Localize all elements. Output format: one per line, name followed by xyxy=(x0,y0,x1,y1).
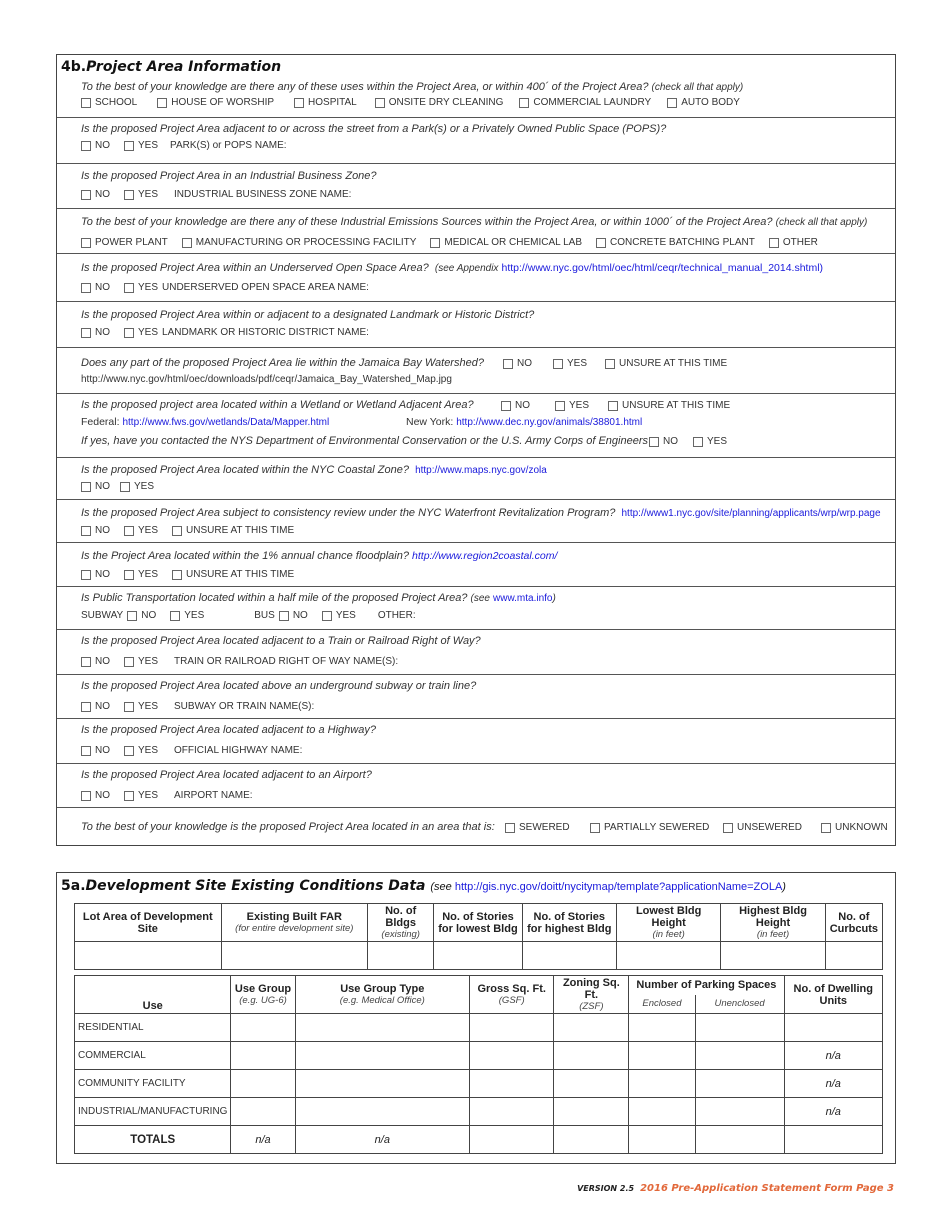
checkbox[interactable] xyxy=(81,238,91,248)
header-stories-highest: No. of Stories for highest Bldg xyxy=(522,904,616,942)
checkbox[interactable] xyxy=(81,657,91,667)
option-manufacturing[interactable]: MANUFACTURING OR PROCESSING FACILITY xyxy=(182,237,417,248)
row-coastal xyxy=(57,457,895,492)
option-dry-cleaning[interactable]: ONSITE DRY CLEANING xyxy=(375,97,504,108)
industrial-no[interactable]: NO xyxy=(81,189,110,200)
bus-yes[interactable]: YES xyxy=(322,610,356,621)
checkbox[interactable] xyxy=(81,328,91,338)
bus-no[interactable]: NO xyxy=(279,610,308,621)
jamaica-link[interactable]: http://www.nyc.gov/html/oec/downloads/pdf/ceqr/Jamaica_Bay_Watershed_Map.jpg xyxy=(81,374,452,385)
checkbox[interactable] xyxy=(375,98,385,108)
header-highest-height: Highest Bldg Height (in feet) xyxy=(721,904,825,942)
checkbox[interactable] xyxy=(590,823,600,833)
cell[interactable] xyxy=(554,1042,629,1070)
cell[interactable] xyxy=(554,1098,629,1126)
option-medical-lab[interactable]: MEDICAL OR CHEMICAL LAB xyxy=(430,237,582,248)
cell[interactable] xyxy=(695,1014,784,1042)
option-power-plant[interactable]: POWER PLANT xyxy=(81,237,168,248)
checkbox[interactable] xyxy=(769,238,779,248)
stories-highest-input[interactable] xyxy=(522,942,616,970)
checkbox[interactable] xyxy=(555,401,565,411)
cell[interactable] xyxy=(469,1126,553,1154)
section-number: 4b. xyxy=(61,59,87,75)
subway-question: Is the proposed Project Area located above an underground subway or train line? xyxy=(81,680,477,692)
floodplain-question: Is the Project Area located within the 1% annual chance floodplain? http://www.region2coastal.com/ xyxy=(81,550,558,562)
train-yes[interactable]: YES xyxy=(124,656,158,667)
row-industrial xyxy=(57,163,895,200)
airport-yes[interactable]: YES xyxy=(124,790,158,801)
checkbox[interactable] xyxy=(124,702,134,712)
cell[interactable] xyxy=(629,1070,695,1098)
floodplain-yes[interactable]: YES xyxy=(124,569,158,580)
sewer-partially[interactable]: PARTIALLY SEWERED xyxy=(590,822,709,833)
cell[interactable] xyxy=(554,1126,629,1154)
table-row xyxy=(75,1014,883,1042)
header-zsf: Zoning Sq. Ft. (ZSF) xyxy=(554,976,629,1014)
option-concrete[interactable]: CONCRETE BATCHING PLANT xyxy=(596,237,755,248)
landmark-yes[interactable]: YES xyxy=(124,327,158,338)
checkbox[interactable] xyxy=(81,141,91,151)
totals-row xyxy=(75,1126,883,1154)
landmark-name-label: LANDMARK OR HISTORIC DISTRICT NAME: xyxy=(162,327,369,338)
cell[interactable] xyxy=(231,1014,295,1042)
airport-name-label: AIRPORT NAME: xyxy=(174,790,253,801)
checkbox[interactable] xyxy=(279,611,289,621)
checkbox[interactable] xyxy=(81,98,91,108)
checkbox[interactable] xyxy=(821,823,831,833)
table-row xyxy=(75,1098,883,1126)
checkbox[interactable] xyxy=(172,570,182,580)
checkbox[interactable] xyxy=(605,359,615,369)
checkbox[interactable] xyxy=(124,791,134,801)
row-waterfront xyxy=(57,499,895,536)
section-4b xyxy=(56,54,896,846)
header-use: Use xyxy=(75,976,231,1014)
park-yes[interactable]: YES xyxy=(124,140,158,151)
header-enclosed: Enclosed xyxy=(629,995,695,1014)
jamaica-no[interactable]: NO xyxy=(503,358,532,369)
mta-link[interactable]: www.mta.info xyxy=(493,593,553,604)
train-question: Is the proposed Project Area located adjacent to a Train or Railroad Right of Way? xyxy=(81,635,481,647)
header-unenclosed: Unenclosed xyxy=(695,995,784,1014)
use-label: RESIDENTIAL xyxy=(75,1014,231,1042)
checkbox[interactable] xyxy=(505,823,515,833)
page-label: 2016 Pre-Application Statement Form Page 3 xyxy=(640,1183,894,1194)
floodplain-link[interactable]: http://www.region2coastal.com/ xyxy=(412,550,558,562)
waterfront-link[interactable]: http://www1.nyc.gov/site/planning/applicants/wrp/wrp.page xyxy=(621,508,881,519)
cell[interactable] xyxy=(629,1042,695,1070)
highway-question: Is the proposed Project Area located adjacent to a Highway? xyxy=(81,724,376,736)
ny-link[interactable]: http://www.dec.ny.gov/animals/38801.html xyxy=(456,417,643,428)
dwelling-cell: n/a xyxy=(784,1098,882,1126)
checkbox[interactable] xyxy=(667,98,677,108)
cell[interactable] xyxy=(695,1126,784,1154)
built-far-input[interactable] xyxy=(221,942,368,970)
openspace-yes[interactable]: YES xyxy=(124,282,158,293)
checkbox[interactable] xyxy=(693,437,703,447)
highway-yes[interactable]: YES xyxy=(124,745,158,756)
coastal-yes[interactable]: YES xyxy=(120,481,154,492)
checkbox[interactable] xyxy=(124,190,134,200)
cell[interactable] xyxy=(295,1014,469,1042)
option-commercial-laundry[interactable]: COMMERCIAL LAUNDRY xyxy=(519,97,651,108)
totals-use-group-type: n/a xyxy=(295,1126,469,1154)
lot-area-input[interactable] xyxy=(75,942,222,970)
sewer-question: To the best of your knowledge is the proposed Project Area located in an area that is: xyxy=(81,821,495,833)
header-gsf: Gross Sq. Ft. (GSF) xyxy=(469,976,553,1014)
subwayline-name-label: SUBWAY OR TRAIN NAME(S): xyxy=(174,701,315,712)
dwelling-cell[interactable] xyxy=(784,1014,882,1042)
lowest-height-input[interactable] xyxy=(616,942,720,970)
table-row xyxy=(75,1070,883,1098)
row-transit xyxy=(57,586,895,621)
uses-question: To the best of your knowledge are there any of these uses within the Project Area, or within 400´ of the Project Area? (check all that apply) xyxy=(81,81,744,93)
row-airport xyxy=(57,763,895,801)
page-footer xyxy=(577,1183,894,1194)
wetland-contact-question: If yes, have you contacted the NYS Department of Environmental Conservation or the U.S. Army Corps of Engineers xyxy=(81,435,648,447)
row-train xyxy=(57,629,895,667)
openspace-no[interactable]: NO xyxy=(81,282,110,293)
cell[interactable] xyxy=(469,1098,553,1126)
highway-name-label: OFFICIAL HIGHWAY NAME: xyxy=(174,745,303,756)
checkbox[interactable] xyxy=(172,526,182,536)
section-5a-title: 5a.Development Site Existing Conditions Data (see http://gis.nyc.gov/doitt/nycitymap/template?applicationName=ZOLA) xyxy=(61,878,786,894)
emissions-question: To the best of your knowledge are there any of these Industrial Emissions Sources within the Project Area, or within 1000´ of the Project Area? (check all that apply) xyxy=(81,216,868,228)
wetland-federal: Federal: http://www.fws.gov/wetlands/Data/Mapper.html xyxy=(81,416,330,428)
subwayline-no[interactable]: NO xyxy=(81,701,110,712)
checkbox[interactable] xyxy=(81,570,91,580)
totals-label: TOTALS xyxy=(75,1126,231,1154)
checkbox[interactable] xyxy=(157,98,167,108)
checkbox[interactable] xyxy=(124,141,134,151)
checkbox[interactable] xyxy=(124,570,134,580)
checkbox[interactable] xyxy=(124,283,134,293)
subway-no[interactable]: NO xyxy=(127,610,156,621)
cell[interactable] xyxy=(295,1042,469,1070)
checkbox[interactable] xyxy=(81,702,91,712)
airport-no[interactable]: NO xyxy=(81,790,110,801)
wetland-yes[interactable]: YES xyxy=(555,400,589,411)
checkbox[interactable] xyxy=(81,190,91,200)
checkbox[interactable] xyxy=(124,328,134,338)
industrial-question: Is the proposed Project Area in an Industrial Business Zone? xyxy=(81,170,377,182)
cell[interactable] xyxy=(295,1070,469,1098)
jamaica-unsure[interactable]: UNSURE AT THIS TIME xyxy=(605,358,727,369)
checkbox[interactable] xyxy=(608,401,618,411)
checkbox[interactable] xyxy=(124,526,134,536)
checkbox[interactable] xyxy=(124,746,134,756)
cell[interactable] xyxy=(231,1042,295,1070)
coastal-link[interactable]: http://www.maps.nyc.gov/zola xyxy=(415,465,547,476)
cell[interactable] xyxy=(231,1070,295,1098)
cell[interactable] xyxy=(231,1098,295,1126)
dwelling-cell: n/a xyxy=(784,1070,882,1098)
industrial-yes[interactable]: YES xyxy=(124,189,158,200)
section-name: Project Area Information xyxy=(86,59,282,75)
header-dwelling: No. of Dwelling Units xyxy=(784,976,882,1014)
checkbox[interactable] xyxy=(430,238,440,248)
zola-link[interactable]: http://gis.nyc.gov/doitt/nycitymap/template?applicationName=ZOLA xyxy=(454,881,783,893)
waterfront-no[interactable]: NO xyxy=(81,525,110,536)
checkbox[interactable] xyxy=(81,482,91,492)
other-label: OTHER: xyxy=(377,610,416,621)
header-stories-lowest: No. of Stories for lowest Bldg xyxy=(434,904,522,942)
row-park xyxy=(57,117,895,151)
row-emissions xyxy=(57,208,895,248)
park-no[interactable]: NO xyxy=(81,140,110,151)
row-jamaica xyxy=(57,347,895,385)
section-4b-title xyxy=(57,55,895,75)
row-openspace xyxy=(57,253,895,293)
wetland-ny: New York: http://www.dec.ny.gov/animals/38801.html xyxy=(406,416,643,428)
coastal-no[interactable]: NO xyxy=(81,481,110,492)
stories-lowest-input[interactable] xyxy=(434,942,522,970)
row-sewer xyxy=(57,807,895,833)
openspace-link[interactable]: http://www.nyc.gov/html/oec/html/ceqr/technical_manual_2014.shtml) xyxy=(501,262,824,274)
wetland-unsure[interactable]: UNSURE AT THIS TIME xyxy=(608,400,730,411)
checkbox[interactable] xyxy=(649,437,659,447)
wetland-question: Is the proposed project area located within a Wetland or Wetland Adjacent Area? xyxy=(81,399,474,411)
sewer-unsewered[interactable]: UNSEWERED xyxy=(723,822,802,833)
option-house-of-worship[interactable]: HOUSE OF WORSHIP xyxy=(157,97,274,108)
cell[interactable] xyxy=(554,1014,629,1042)
bus-label: BUS xyxy=(254,610,275,621)
openspace-name-label: UNDERSERVED OPEN SPACE AREA NAME: xyxy=(162,282,369,293)
coastal-question: Is the proposed Project Area located within the NYC Coastal Zone? http://www.maps.nyc.gov/zola xyxy=(81,464,547,476)
checkbox[interactable] xyxy=(294,98,304,108)
waterfront-unsure[interactable]: UNSURE AT THIS TIME xyxy=(172,525,294,536)
uses-options xyxy=(81,97,754,108)
checkbox[interactable] xyxy=(182,238,192,248)
cell[interactable] xyxy=(469,1070,553,1098)
checkbox[interactable] xyxy=(127,611,137,621)
sewer-sewered[interactable]: SEWERED xyxy=(505,822,570,833)
openspace-question: Is the proposed Project Area within an Underserved Open Space Area? (see Appendix http://www.nyc.gov/html/oec/html/ceqr/technical_manual_2014.shtml) xyxy=(81,262,824,274)
jamaica-yes[interactable]: YES xyxy=(553,358,587,369)
highway-no[interactable]: NO xyxy=(81,745,110,756)
header-curbcuts: No. of Curbcuts xyxy=(825,904,882,942)
wetland-no[interactable]: NO xyxy=(501,400,530,411)
site-table xyxy=(74,903,883,970)
waterfront-yes[interactable]: YES xyxy=(124,525,158,536)
header-lot-area: Lot Area of Development Site xyxy=(75,904,222,942)
dwelling-cell: n/a xyxy=(784,1042,882,1070)
highest-height-input[interactable] xyxy=(721,942,825,970)
version-label: VERSION 2.5 xyxy=(577,1184,635,1193)
floodplain-unsure[interactable]: UNSURE AT THIS TIME xyxy=(172,569,294,580)
cell[interactable] xyxy=(784,1126,882,1154)
landmark-no[interactable]: NO xyxy=(81,327,110,338)
checkbox[interactable] xyxy=(501,401,511,411)
curbcuts-input[interactable] xyxy=(825,942,882,970)
checkbox[interactable] xyxy=(322,611,332,621)
use-label: INDUSTRIAL/MANUFACTURING xyxy=(75,1098,231,1126)
option-hospital[interactable]: HOSPITAL xyxy=(294,97,357,108)
cell[interactable] xyxy=(629,1126,695,1154)
subway-label: SUBWAY xyxy=(81,610,124,621)
use-label: COMMERCIAL xyxy=(75,1042,231,1070)
industrial-name-label: INDUSTRIAL BUSINESS ZONE NAME: xyxy=(174,189,352,200)
checkbox[interactable] xyxy=(81,283,91,293)
row-landmark xyxy=(57,301,895,338)
checkbox[interactable] xyxy=(503,359,513,369)
cell[interactable] xyxy=(629,1014,695,1042)
contact-yes[interactable]: YES xyxy=(693,436,727,447)
cell[interactable] xyxy=(554,1070,629,1098)
park-name-label: PARK(S) or POPS NAME: xyxy=(170,140,287,151)
jamaica-question: Does any part of the proposed Project Area lie within the Jamaica Bay Watershed? xyxy=(81,357,484,369)
row-subway xyxy=(57,674,895,712)
totals-use-group: n/a xyxy=(231,1126,295,1154)
federal-link[interactable]: http://www.fws.gov/wetlands/Data/Mapper.html xyxy=(122,417,330,428)
cell[interactable] xyxy=(695,1042,784,1070)
checkbox[interactable] xyxy=(81,746,91,756)
option-auto-body[interactable]: AUTO BODY xyxy=(667,97,740,108)
checkbox[interactable] xyxy=(519,98,529,108)
checkbox[interactable] xyxy=(723,823,733,833)
table-row xyxy=(75,1042,883,1070)
transit-question: Is Public Transportation located within a half mile of the proposed Project Area? (see www.mta.info) xyxy=(81,592,556,604)
landmark-question: Is the proposed Project Area within or adjacent to a designated Landmark or Historic District? xyxy=(81,309,535,321)
section-5a xyxy=(56,872,896,1164)
header-lowest-height: Lowest Bldg Height (in feet) xyxy=(616,904,720,942)
header-parking: Number of Parking Spaces xyxy=(629,976,784,995)
num-bldgs-input[interactable] xyxy=(368,942,434,970)
cell[interactable] xyxy=(295,1098,469,1126)
header-use-group-type: Use Group Type (e.g. Medical Office) xyxy=(295,976,469,1014)
park-question: Is the proposed Project Area adjacent to or across the street from a Park(s) or a Privately Owned Public Space (POPS)? xyxy=(81,123,667,135)
header-use-group: Use Group (e.g. UG-6) xyxy=(231,976,295,1014)
option-school[interactable]: SCHOOL xyxy=(81,97,137,108)
sewer-unknown[interactable]: UNKNOWN xyxy=(821,822,888,833)
header-built-far: Existing Built FAR (for entire development site) xyxy=(221,904,368,942)
row-highway xyxy=(57,718,895,756)
checkbox[interactable] xyxy=(81,791,91,801)
option-other[interactable]: OTHER xyxy=(769,237,818,248)
checkbox[interactable] xyxy=(170,611,180,621)
subway-yes[interactable]: YES xyxy=(170,610,204,621)
waterfront-question: Is the proposed Project Area subject to consistency review under the NYC Waterfront Revitalization Program? http://www1.nyc.gov/site/planning/applicants/wrp/wrp.page xyxy=(81,507,881,519)
cell[interactable] xyxy=(695,1098,784,1126)
use-table xyxy=(74,975,883,1154)
cell[interactable] xyxy=(629,1098,695,1126)
row-floodplain xyxy=(57,542,895,580)
site-input-row xyxy=(75,942,883,970)
checkbox[interactable] xyxy=(120,482,130,492)
use-label: COMMUNITY FACILITY xyxy=(75,1070,231,1098)
checkbox[interactable] xyxy=(81,526,91,536)
airport-question: Is the proposed Project Area located adjacent to an Airport? xyxy=(81,769,372,781)
header-num-bldgs: No. of Bldgs (existing) xyxy=(368,904,434,942)
train-name-label: TRAIN OR RAILROAD RIGHT OF WAY NAME(S): xyxy=(174,656,399,667)
cell[interactable] xyxy=(695,1070,784,1098)
subwayline-yes[interactable]: YES xyxy=(124,701,158,712)
checkbox[interactable] xyxy=(596,238,606,248)
train-no[interactable]: NO xyxy=(81,656,110,667)
checkbox[interactable] xyxy=(124,657,134,667)
cell[interactable] xyxy=(469,1042,553,1070)
contact-no[interactable]: NO xyxy=(649,436,678,447)
floodplain-no[interactable]: NO xyxy=(81,569,110,580)
checkbox[interactable] xyxy=(553,359,563,369)
cell[interactable] xyxy=(469,1014,553,1042)
row-wetland xyxy=(57,393,895,447)
